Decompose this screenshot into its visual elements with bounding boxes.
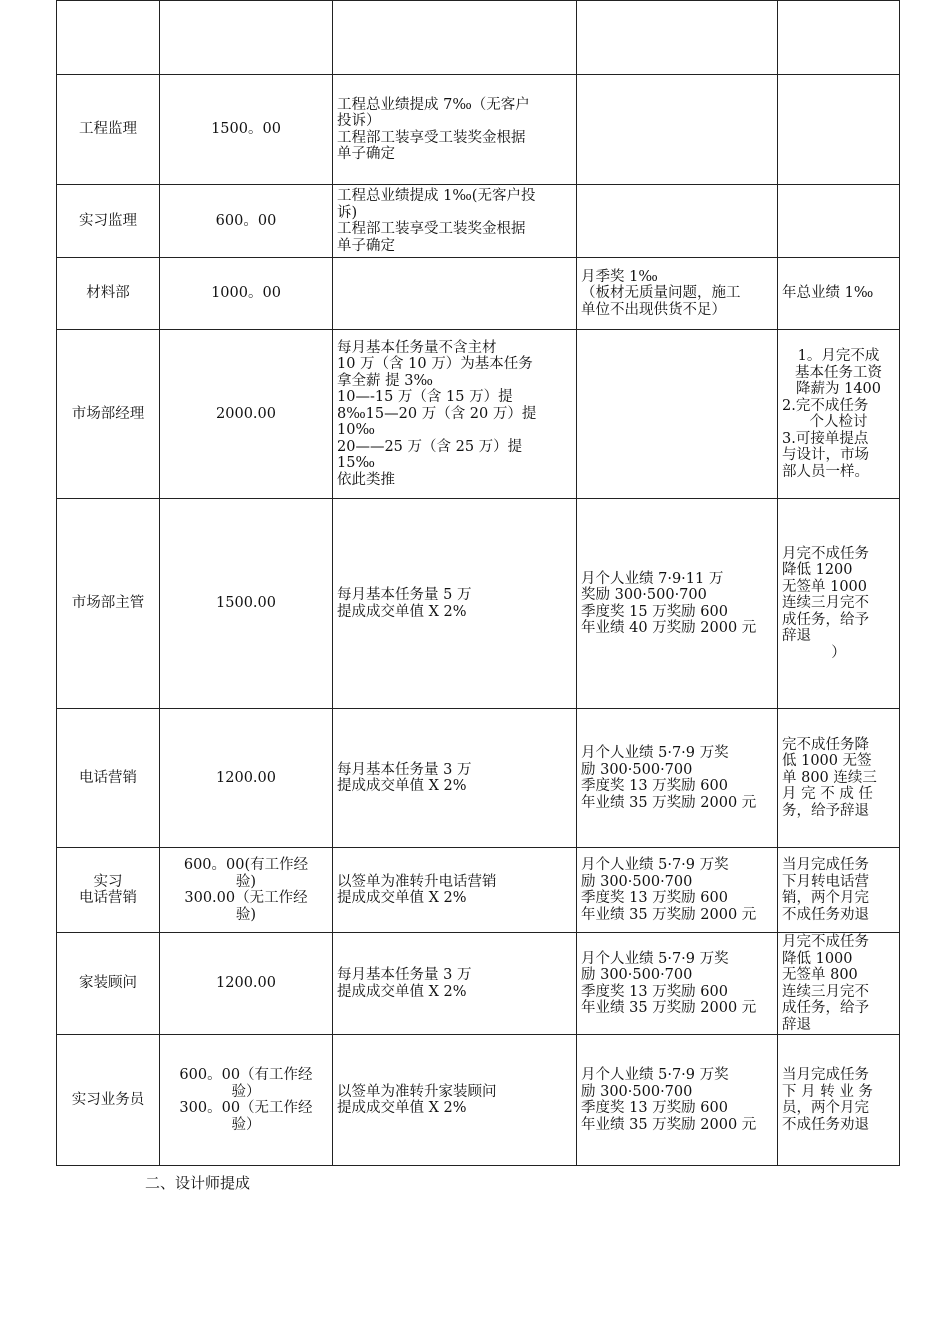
cell-line: 每月基本任务量 3 万 <box>337 761 472 778</box>
section-heading-designer-commission: 二、设计师提成 <box>145 1174 251 1192</box>
table-row <box>57 330 900 499</box>
cell-line: 当月完成任务 <box>782 1067 869 1083</box>
salary-cell <box>160 75 333 185</box>
cell-line: 当月完成任务 <box>782 857 869 873</box>
remark-cell <box>778 75 900 185</box>
cell-line: 10—-15 万（含 15 万）提 <box>337 389 513 406</box>
cell-line: 年业绩 40 万奖励 2000 元 <box>581 620 757 636</box>
remark-cell <box>778 258 900 330</box>
cell-line: 1500.00 <box>216 595 276 612</box>
cell-line: 300。00（无工作经 <box>179 1100 313 1116</box>
table-row <box>57 258 900 330</box>
cell-line: 8‰15—20 万（含 20 万）提 <box>337 405 537 422</box>
cell-line: 月个人业绩 7·9·11 万 <box>581 570 724 587</box>
cell-line: 拿全薪 提 3‰ <box>337 372 433 389</box>
cell-line: 奖励 300·500·700 <box>581 587 707 603</box>
cell-line: 1200.00 <box>216 769 276 786</box>
salary-cell <box>160 185 333 258</box>
cell-line: 季度奖 13 万奖励 600 <box>581 1100 728 1116</box>
cell-line: 以签单为准转升电话营销 <box>337 873 497 890</box>
bonus-cell <box>577 709 778 848</box>
cell-line: 月个人业绩 5·7·9 万奖 <box>581 857 729 873</box>
cell-line: 励 300·500·700 <box>581 967 693 983</box>
position-cell: 家装顾问 <box>57 933 160 1035</box>
cell-line: 辞退 <box>782 628 811 645</box>
bonus-cell <box>577 75 778 185</box>
cell-line: 工程部工装享受工装奖金根据 <box>337 221 526 237</box>
position-cell: 实习监理 <box>57 185 160 258</box>
cell-line: 年业绩 35 万奖励 2000 元 <box>581 1116 757 1133</box>
cell-line: 依此类推 <box>337 471 395 488</box>
cell-line: 诉) <box>337 204 358 221</box>
remark-cell <box>778 185 900 258</box>
remark-cell <box>778 330 900 499</box>
cell-line: 1。月完不成 <box>797 348 880 364</box>
commission-cell <box>333 933 577 1035</box>
table-row <box>57 709 900 848</box>
remark-cell <box>778 1035 900 1166</box>
cell-line: 投诉） <box>337 113 381 129</box>
cell-line: 1000。00 <box>211 285 281 302</box>
salary-cell <box>160 1 333 75</box>
position-cell: 市场部主管 <box>57 499 160 709</box>
cell-line: 季度奖 15 万奖励 600 <box>581 603 728 620</box>
cell-line: 励 300·500·700 <box>581 873 693 890</box>
cell-line: 连续三月完不 <box>782 983 869 1000</box>
position-cell: 工程监理 <box>57 75 160 185</box>
salary-cell <box>160 709 333 848</box>
cell-line: 提成成交单值 X 2% <box>337 890 467 906</box>
position-cell: 市场部经理 <box>57 330 160 499</box>
position-cell <box>57 1 160 75</box>
cell-line: 提成成交单值 X 2% <box>337 778 467 794</box>
commission-cell <box>333 848 577 933</box>
bonus-cell <box>577 848 778 933</box>
cell-line: 10 万（含 10 万）为基本任务 <box>337 356 533 373</box>
cell-line: 月完不成任务 <box>782 545 869 562</box>
cell-line: 验） <box>231 1116 261 1133</box>
cell-line: 工程总业绩提成 1‰(无客户投 <box>337 188 536 204</box>
table-row <box>57 1 900 75</box>
commission-cell <box>333 330 577 499</box>
table-row <box>57 185 900 258</box>
cell-line: 成任务，给予 <box>782 1000 869 1016</box>
remark-cell <box>778 933 900 1035</box>
salary-cell <box>160 330 333 499</box>
cell-line: 20——25 万（含 25 万）提 <box>337 438 523 455</box>
cell-line: 低 1000 无签 <box>782 753 872 770</box>
cell-line: 提成成交单值 X 2% <box>337 1100 467 1116</box>
cell-line: 以签单为准转升家装顾问 <box>337 1083 497 1100</box>
cell-line: 季度奖 13 万奖励 600 <box>581 983 728 1000</box>
cell-line: 300.00（无工作经 <box>184 890 308 906</box>
position-cell: 实习业务员 <box>57 1035 160 1166</box>
cell-line: 销，两个月完 <box>782 890 869 906</box>
cell-line: 工程总业绩提成 7‰（无客户 <box>337 96 530 113</box>
cell-line: 提成成交单值 X 2% <box>337 983 467 1000</box>
cell-line: 连续三月完不 <box>782 595 869 612</box>
commission-cell <box>333 1035 577 1166</box>
cell-line: 验） <box>231 1083 261 1100</box>
salary-cell <box>160 1035 333 1166</box>
cell-line: 下月转电话营 <box>782 873 869 890</box>
cell-line: 工程部工装享受工装奖金根据 <box>337 129 526 146</box>
cell-line: 无签单 1000 <box>782 578 868 595</box>
cell-line: 2000.00 <box>216 405 276 422</box>
cell-line: 600。00(有工作经 <box>183 857 309 873</box>
salary-table-body <box>57 1 900 1166</box>
cell-line: 每月基本任务量 5 万 <box>337 587 472 603</box>
cell-line: 季度奖 13 万奖励 600 <box>581 890 728 906</box>
commission-cell <box>333 75 577 185</box>
cell-line: 每月基本任务量 3 万 <box>337 967 472 983</box>
cell-line: 成任务，给予 <box>782 611 869 628</box>
cell-line: （板材无质量问题，施工 <box>581 285 741 302</box>
remark-cell <box>778 848 900 933</box>
cell-line: 员，两个月完 <box>782 1100 869 1116</box>
cell-line: 月完不成任务 <box>782 934 869 950</box>
commission-cell <box>333 1 577 75</box>
salary-table <box>56 0 900 1166</box>
cell-line: 600。00（有工作经 <box>179 1067 313 1083</box>
cell-line: 600。00 <box>215 212 277 229</box>
bonus-cell <box>577 933 778 1035</box>
cell-line: 月个人业绩 5·7·9 万奖 <box>581 745 729 761</box>
bonus-cell <box>577 258 778 330</box>
cell-line: 与设计，市场 <box>782 447 869 463</box>
cell-line: 验) <box>235 906 257 923</box>
cell-line: 10‰ <box>337 422 375 439</box>
cell-line: 基本任务工资 <box>795 364 882 381</box>
cell-line: 每月基本任务量不含主材 <box>337 339 497 356</box>
cell-line: 1500。00 <box>211 121 281 138</box>
salary-cell <box>160 848 333 933</box>
commission-cell <box>333 258 577 330</box>
cell-line: 年业绩 35 万奖励 2000 元 <box>581 794 757 811</box>
cell-line: 单位不出现供货不足） <box>581 301 726 318</box>
cell-line: 2.完不成任务 <box>782 397 869 414</box>
position-cell: 实习 电话营销 <box>57 848 160 933</box>
remark-cell <box>778 499 900 709</box>
cell-line: 年业绩 35 万奖励 2000 元 <box>581 906 757 923</box>
bonus-cell <box>577 1 778 75</box>
cell-line: 无签单 800 <box>782 967 858 983</box>
cell-line: 务，给予辞退 <box>782 802 869 819</box>
cell-line: ） <box>831 644 846 661</box>
cell-line: 降低 1000 <box>782 950 853 967</box>
table-row <box>57 75 900 185</box>
salary-cell <box>160 258 333 330</box>
cell-line: 1200.00 <box>216 975 276 992</box>
cell-line: 单子确定 <box>337 146 395 162</box>
bonus-cell <box>577 1035 778 1166</box>
cell-line: 降低 1200 <box>782 562 853 579</box>
cell-line: 月个人业绩 5·7·9 万奖 <box>581 950 729 967</box>
cell-line: 部人员一样。 <box>782 463 869 480</box>
cell-line: 辞退 <box>782 1016 811 1033</box>
cell-line: 不成任务劝退 <box>782 1116 869 1133</box>
cell-line: 完不成任务降 <box>782 736 869 753</box>
cell-line: 励 300·500·700 <box>581 1083 693 1100</box>
table-row <box>57 1035 900 1166</box>
remark-cell <box>778 709 900 848</box>
cell-line: 3.可接单提点 <box>782 430 869 447</box>
cell-line: 验) <box>235 873 257 890</box>
commission-cell <box>333 499 577 709</box>
cell-line: 月季奖 1‰ <box>581 268 658 285</box>
commission-cell <box>333 709 577 848</box>
table-row <box>57 848 900 933</box>
cell-line: 季度奖 13 万奖励 600 <box>581 778 728 794</box>
cell-line: 月个人业绩 5·7·9 万奖 <box>581 1067 729 1083</box>
cell-line: 下 月 转 业 务 <box>782 1083 873 1100</box>
table-row <box>57 499 900 709</box>
table-row <box>57 933 900 1035</box>
cell-line: 单子确定 <box>337 237 395 254</box>
cell-line: 励 300·500·700 <box>581 761 693 778</box>
cell-line: 降薪为 1400 <box>795 381 881 397</box>
cell-line: 年总业绩 1‰ <box>782 285 874 302</box>
bonus-cell <box>577 330 778 499</box>
position-cell: 电话营销 <box>57 709 160 848</box>
cell-line: 不成任务劝退 <box>782 906 869 923</box>
salary-cell <box>160 499 333 709</box>
cell-line: 月 完 不 成 任 <box>782 786 873 803</box>
salary-cell <box>160 933 333 1035</box>
cell-line: 个人检讨 <box>809 414 868 430</box>
bonus-cell <box>577 185 778 258</box>
position-cell: 材料部 <box>57 258 160 330</box>
cell-line: 单 800 连续三 <box>782 769 877 786</box>
commission-cell <box>333 185 577 258</box>
cell-line: 年业绩 35 万奖励 2000 元 <box>581 1000 757 1016</box>
cell-line: 提成成交单值 X 2% <box>337 603 467 620</box>
remark-cell <box>778 1 900 75</box>
bonus-cell <box>577 499 778 709</box>
cell-line: 15‰ <box>337 455 375 472</box>
